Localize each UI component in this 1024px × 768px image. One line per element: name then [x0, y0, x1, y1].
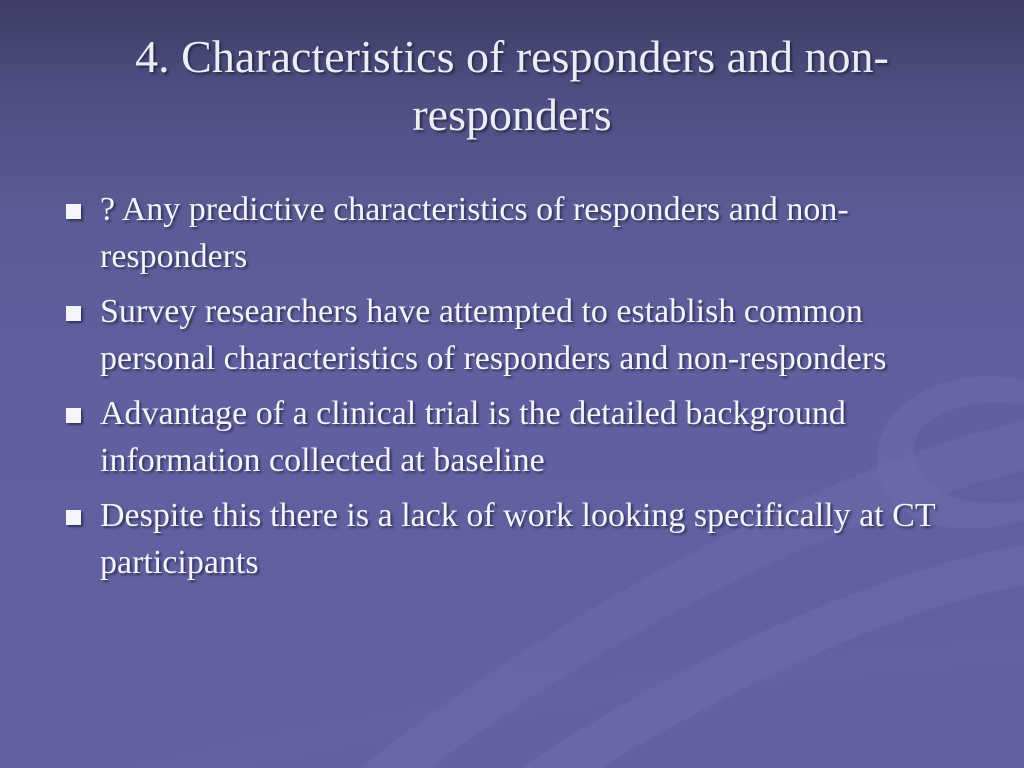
square-bullet-icon	[66, 408, 81, 423]
bullet-item	[62, 186, 962, 280]
bullet-item	[62, 492, 962, 586]
bullet-item	[62, 288, 962, 382]
slide-title: 4. Characteristics of responders and non-responders	[135, 31, 889, 140]
bullet-text: Despite this there is a lack of work looking specifically at CT participants	[100, 497, 935, 581]
bullet-item	[62, 390, 962, 484]
square-bullet-icon	[66, 306, 81, 321]
square-bullet-icon	[66, 510, 81, 525]
bullet-text: Advantage of a clinical trial is the detailed background information collected at baseline	[100, 395, 846, 479]
bullet-text: ? Any predictive characteristics of responders and non-responders	[100, 191, 849, 275]
bullet-text: Survey researchers have attempted to establish common personal characteristics of responders and non-responders	[100, 293, 887, 377]
bullet-list	[62, 186, 962, 594]
square-bullet-icon	[66, 204, 81, 219]
